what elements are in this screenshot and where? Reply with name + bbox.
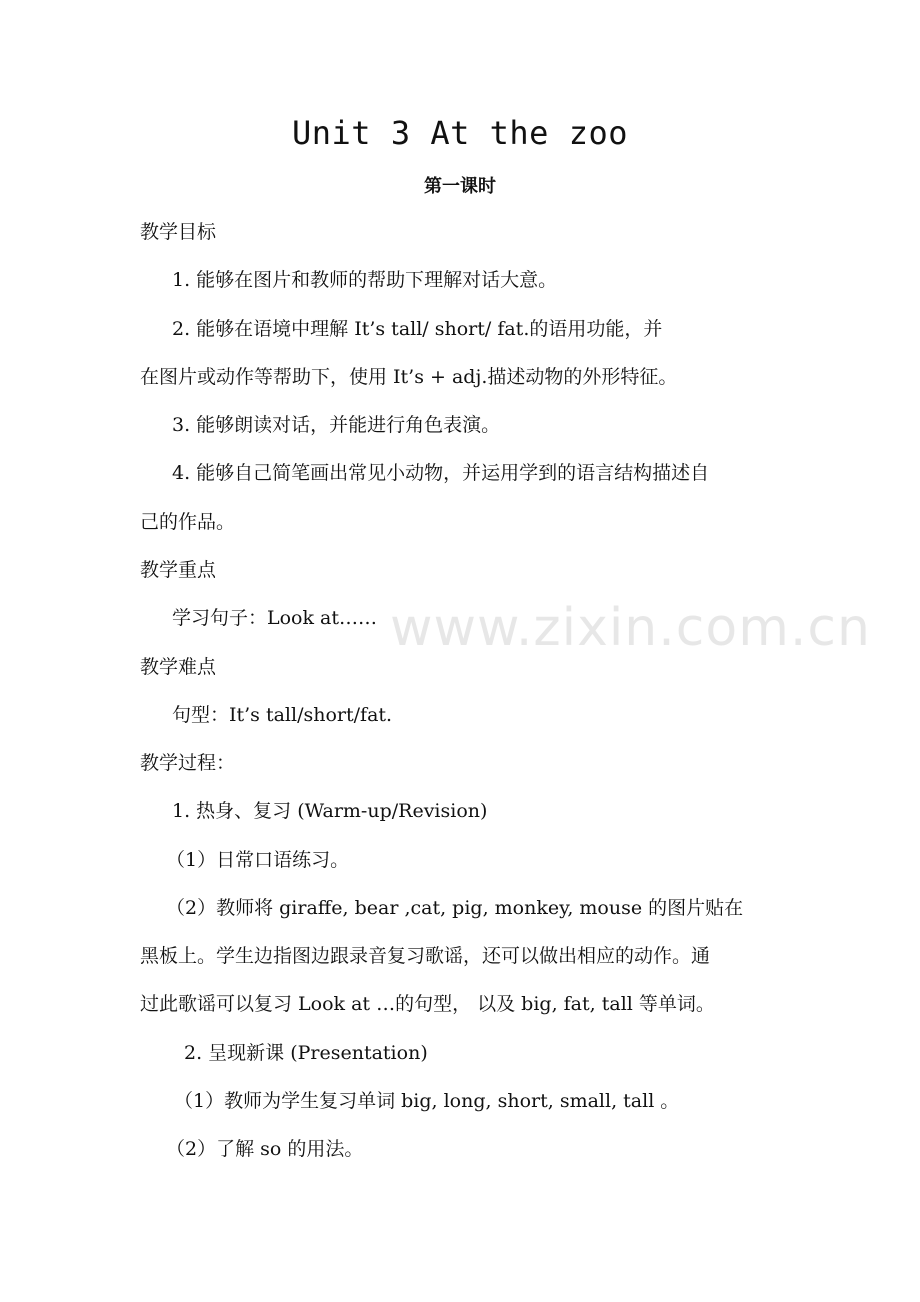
section-heading-key-points: 教学重点: [140, 559, 217, 581]
step-2-item-1: （1）教师为学生复习单词 big, long, short, small, tall 。: [174, 1090, 680, 1112]
lesson-subtitle: 第一课时: [424, 176, 496, 197]
objective-2-continued: 在图片或动作等帮助下，使用 It’s + adj.描述动物的外形特征。: [140, 366, 678, 388]
step-1-item-2-continued: 黑板上。学生边指图边跟录音复习歌谣，还可以做出相应的动作。通: [140, 945, 711, 967]
section-heading-objectives: 教学目标: [140, 221, 217, 243]
step-1-item-1: （1）日常口语练习。: [166, 849, 350, 871]
objective-4-continued: 己的作品。: [140, 511, 236, 533]
step-1-heading: 1. 热身、复习 (Warm-up/Revision): [172, 800, 488, 822]
objective-3: 3. 能够朗读对话，并能进行角色表演。: [172, 414, 501, 436]
objective-2: 2. 能够在语境中理解 It’s tall/ short/ fat.的语用功能，并: [172, 318, 663, 340]
objective-4: 4. 能够自己简笔画出常见小动物，并运用学到的语言结构描述自: [172, 462, 710, 484]
section-heading-difficulties: 教学难点: [140, 656, 217, 678]
difficulty-text: 句型：It’s tall/short/fat.: [172, 704, 393, 726]
step-1-item-2: （2）教师将 giraffe, bear ,cat, pig, monkey, mouse 的图片贴在: [166, 897, 744, 919]
step-1-item-2-continued-2: 过此歌谣可以复习 Look at …的句型， 以及 big, fat, tall 等单词。: [140, 993, 715, 1015]
key-point-text: 学习句子：Look at……: [172, 607, 378, 629]
step-2-heading: 2. 呈现新课 (Presentation): [184, 1042, 428, 1064]
document-title: Unit 3 At the zoo: [291, 114, 628, 152]
objective-1: 1. 能够在图片和教师的帮助下理解对话大意。: [172, 269, 558, 291]
section-heading-process: 教学过程：: [140, 752, 236, 774]
watermark: www.zixin.com.cn: [390, 598, 871, 658]
step-2-item-2: （2）了解 so 的用法。: [166, 1138, 364, 1160]
